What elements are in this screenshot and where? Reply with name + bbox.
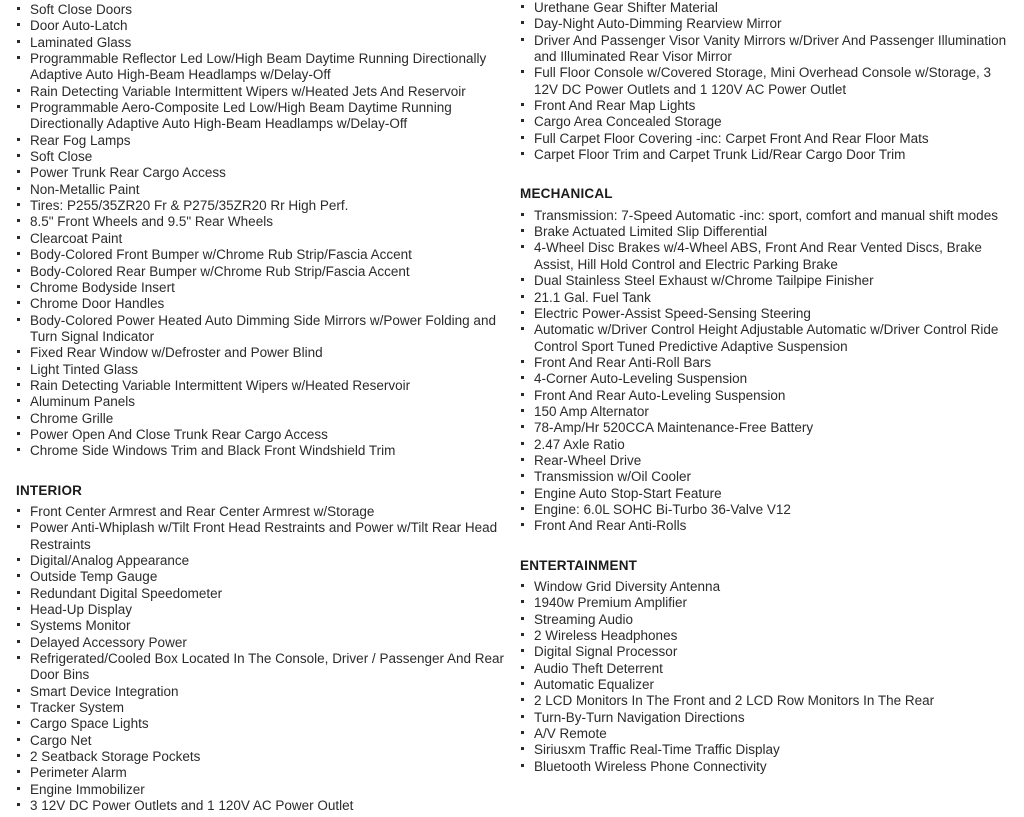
list-item: [520, 726, 1018, 742]
bullet-icon: [521, 278, 524, 281]
list-item: [520, 388, 1018, 404]
feature-text: Driver And Passenger Visor Vanity Mirrors w/Driver And Passenger Illumination and Illuminated Rear Visor Mirror: [534, 32, 1007, 65]
bullet-icon: [17, 705, 20, 708]
bullet-icon: [17, 7, 20, 10]
list-item: [520, 453, 1018, 469]
list-item: [520, 16, 1018, 32]
list-item: [16, 18, 512, 34]
bullet-icon: [521, 442, 524, 445]
list-item: [520, 661, 1018, 677]
feature-text: Brake Actuated Limited Slip Differential: [534, 224, 768, 240]
bullet-icon: [17, 89, 20, 92]
bullet-icon: [521, 311, 524, 314]
bullet-icon: [521, 245, 524, 248]
feature-text: Aluminum Panels: [30, 394, 136, 410]
feature-text: Engine Auto Stop-Start Feature: [534, 485, 722, 501]
bullet-icon: [17, 252, 20, 255]
feature-text: Engine Immobilizer: [30, 781, 145, 797]
bullet-icon: [17, 318, 20, 321]
feature-text: Body-Colored Power Heated Auto Dimming Side Mirrors w/Power Folding and Turn Signal Indicator: [30, 312, 496, 344]
feature-text: Full Floor Console w/Covered Storage, Mini Overhead Console w/Storage, 3 12V DC Power Outlets and 1 120V AC Power Outlet: [534, 65, 991, 97]
list-item: [520, 0, 1018, 16]
feature-text: Light Tinted Glass: [30, 361, 139, 377]
bullet-icon: [521, 213, 524, 216]
feature-text: A/V Remote: [534, 726, 607, 742]
list-item: [520, 677, 1018, 693]
list-item: [16, 716, 512, 732]
bullet-icon: [521, 360, 524, 363]
list-item: [16, 280, 512, 296]
feature-text: Tracker System: [30, 700, 125, 716]
feature-text: Rear Fog Lamps: [30, 132, 131, 148]
feature-text: Delayed Accessory Power: [30, 634, 187, 650]
list-item: [16, 133, 512, 149]
list-item: [16, 313, 512, 346]
feature-text: Rain Detecting Variable Intermittent Wipers w/Heated Jets And Reservoir: [30, 83, 466, 99]
list-item: [16, 443, 512, 459]
bullet-icon: [17, 399, 20, 402]
feature-list: [520, 579, 1018, 775]
list-item: [16, 684, 512, 700]
bullet-icon: [521, 21, 524, 24]
bullet-icon: [521, 474, 524, 477]
feature-text: Front Center Armrest and Rear Center Armrest w/Storage: [30, 503, 375, 519]
bullet-icon: [17, 656, 20, 659]
list-item: [16, 586, 512, 602]
bullet-icon: [17, 56, 20, 59]
feature-text: Front And Rear Anti-Roll Bars: [534, 354, 712, 370]
bullet-icon: [17, 787, 20, 790]
bullet-icon: [17, 754, 20, 757]
feature-text: Cargo Space Lights: [30, 716, 149, 732]
list-item: [16, 602, 512, 618]
bullet-icon: [521, 38, 524, 41]
list-item: [16, 2, 512, 18]
feature-list: [16, 504, 512, 815]
feature-text: Programmable Aero-Composite Led Low/High Beam Daytime Running Directionally Adaptive Auto High-Beam Headlamps w/Delay-Off: [30, 100, 452, 132]
bullet-icon: [17, 236, 20, 239]
feature-text: Chrome Side Windows Trim and Black Front Windshield Trim: [30, 443, 396, 459]
bullet-icon: [17, 607, 20, 610]
bullet-icon: [17, 623, 20, 626]
feature-text: 2 Wireless Headphones: [534, 628, 678, 644]
list-item: [16, 700, 512, 716]
bullet-icon: [521, 764, 524, 767]
feature-text: 21.1 Gal. Fuel Tank: [534, 289, 651, 305]
list-item: [520, 644, 1018, 660]
feature-text: Rear-Wheel Drive: [534, 452, 642, 468]
list-item: [520, 579, 1018, 595]
list-item: [520, 404, 1018, 420]
feature-text: Door Auto-Latch: [30, 18, 128, 34]
feature-text: Window Grid Diversity Antenna: [534, 579, 721, 594]
list-item: [520, 147, 1018, 163]
list-item: [16, 411, 512, 427]
bullet-icon: [521, 152, 524, 155]
list-item: [16, 214, 512, 230]
list-item: [16, 378, 512, 394]
section-heading: INTERIOR: [16, 482, 83, 498]
list-item: [16, 553, 512, 569]
list-item: [520, 595, 1018, 611]
bullet-icon: [17, 448, 20, 451]
bullet-icon: [521, 491, 524, 494]
feature-text: Automatic w/Driver Control Height Adjustable Automatic w/Driver Control Ride Control Sport Tuned Predictive Adaptive Suspension: [534, 322, 999, 354]
bullet-icon: [17, 154, 20, 157]
list-item: [520, 371, 1018, 387]
feature-text: 4-Corner Auto-Leveling Suspension: [534, 371, 748, 387]
list-item: [520, 437, 1018, 453]
feature-text: Day-Night Auto-Dimming Rearview Mirror: [534, 16, 782, 32]
list-item: [16, 264, 512, 280]
bullet-icon: [521, 633, 524, 636]
feature-text: Fixed Rear Window w/Defroster and Power Blind: [30, 345, 323, 361]
feature-text: Chrome Door Handles: [30, 296, 165, 312]
list-item: [16, 296, 512, 312]
feature-text: 8.5" Front Wheels and 9.5" Rear Wheels: [30, 214, 273, 230]
bullet-icon: [521, 523, 524, 526]
list-item: [520, 486, 1018, 502]
list-item: [520, 742, 1018, 758]
feature-list: [520, 0, 1018, 163]
list-item: [520, 224, 1018, 240]
feature-text: Body-Colored Front Bumper w/Chrome Rub Strip/Fascia Accent: [30, 247, 412, 263]
bullet-icon: [521, 425, 524, 428]
feature-text: Full Carpet Floor Covering -inc: Carpet Front And Rear Floor Mats: [534, 130, 929, 146]
feature-text: Power Trunk Rear Cargo Access: [30, 165, 226, 181]
list-item: [16, 345, 512, 361]
list-item: [520, 240, 1018, 273]
feature-text: Cargo Net: [30, 732, 92, 748]
bullet-icon: [17, 40, 20, 43]
bullet-icon: [521, 600, 524, 603]
bullet-icon: [17, 23, 20, 26]
feature-text: Carpet Floor Trim and Carpet Trunk Lid/Rear Cargo Door Trim: [534, 147, 906, 163]
feature-text: 2 Seatback Storage Pockets: [30, 749, 201, 765]
feature-text: Front And Rear Anti-Rolls: [534, 518, 687, 534]
list-item: [520, 290, 1018, 306]
list-item: [16, 84, 512, 100]
bullet-icon: [521, 327, 524, 330]
list-item: [16, 798, 512, 814]
feature-text: Front And Rear Auto-Leveling Suspension: [534, 387, 786, 403]
feature-text: Audio Theft Deterrent: [534, 660, 663, 676]
list-item: [16, 782, 512, 798]
feature-text: Soft Close: [30, 149, 93, 165]
list-item: [520, 98, 1018, 114]
bullet-icon: [17, 721, 20, 724]
list-item: [16, 362, 512, 378]
list-item: [520, 208, 1018, 224]
feature-text: Siriusxm Traffic Real-Time Traffic Display: [534, 742, 780, 758]
feature-text: Bluetooth Wireless Phone Connectivity: [534, 758, 767, 774]
bullet-icon: [521, 376, 524, 379]
list-item: [520, 131, 1018, 147]
list-item: [520, 355, 1018, 371]
list-item: [520, 710, 1018, 726]
list-item: [520, 33, 1018, 66]
feature-text: Refrigerated/Cooled Box Located In The Console, Driver / Passenger And Rear Door Bins: [30, 651, 505, 683]
bullet-icon: [17, 219, 20, 222]
list-item: [16, 749, 512, 765]
list-item: [16, 394, 512, 410]
feature-text: Tires: P255/35ZR20 Fr & P275/35ZR20 Rr High Perf.: [30, 198, 349, 214]
bullet-icon: [521, 731, 524, 734]
list-item: [520, 420, 1018, 436]
bullet-icon: [521, 698, 524, 701]
list-item: [520, 306, 1018, 322]
list-item: [16, 100, 512, 133]
feature-text: Programmable Reflector Led Low/High Beam Daytime Running Directionally Adaptive Auto High-Beam Headlamps w/Delay-Off: [30, 51, 487, 83]
bullet-icon: [17, 301, 20, 304]
feature-text: 2 LCD Monitors In The Front and 2 LCD Row Monitors In The Rear: [534, 693, 935, 709]
feature-text: Redundant Digital Speedometer: [30, 585, 223, 601]
feature-text: Systems Monitor: [30, 618, 131, 634]
bullet-icon: [17, 350, 20, 353]
list-item: [520, 322, 1018, 355]
feature-text: Digital Signal Processor: [534, 644, 678, 660]
bullet-icon: [17, 689, 20, 692]
list-item: [16, 165, 512, 181]
feature-list: [520, 208, 1018, 535]
list-item: [520, 273, 1018, 289]
list-item: [520, 628, 1018, 644]
list-item: [520, 65, 1018, 98]
bullet-icon: [521, 103, 524, 106]
feature-text: Engine: 6.0L SOHC Bi-Turbo 36-Valve V12: [534, 501, 791, 517]
list-item: [16, 569, 512, 585]
bullet-icon: [17, 509, 20, 512]
list-item: [16, 51, 512, 84]
feature-text: Power Open And Close Trunk Rear Cargo Access: [30, 426, 328, 442]
feature-text: Streaming Audio: [534, 611, 634, 627]
feature-text: Urethane Gear Shifter Material: [534, 0, 718, 15]
feature-text: Outside Temp Gauge: [30, 569, 158, 585]
bullet-icon: [17, 525, 20, 528]
list-item: [16, 618, 512, 634]
list-item: [16, 733, 512, 749]
list-item: [520, 502, 1018, 518]
bullet-icon: [17, 432, 20, 435]
feature-text: Chrome Bodyside Insert: [30, 279, 175, 295]
bullet-icon: [521, 666, 524, 669]
section-heading: ENTERTAINMENT: [520, 557, 638, 573]
bullet-icon: [521, 119, 524, 122]
bullet-icon: [17, 383, 20, 386]
feature-text: Perimeter Alarm: [30, 765, 127, 781]
list-item: [16, 231, 512, 247]
section-heading: MECHANICAL: [520, 186, 613, 202]
bullet-icon: [17, 640, 20, 643]
bullet-icon: [17, 574, 20, 577]
bullet-icon: [17, 105, 20, 108]
bullet-icon: [521, 715, 524, 718]
bullet-icon: [521, 295, 524, 298]
bullet-icon: [521, 649, 524, 652]
bullet-icon: [17, 803, 20, 806]
bullet-icon: [521, 458, 524, 461]
bullet-icon: [17, 285, 20, 288]
bullet-icon: [521, 393, 524, 396]
bullet-icon: [17, 203, 20, 206]
feature-text: 3 12V DC Power Outlets and 1 120V AC Power Outlet: [30, 798, 354, 814]
feature-text: Power Anti-Whiplash w/Tilt Front Head Restraints and Power w/Tilt Rear Head Restraints: [30, 520, 498, 552]
bullet-icon: [521, 584, 524, 587]
feature-text: 78-Amp/Hr 520CCA Maintenance-Free Battery: [534, 420, 814, 436]
features-column-left: [16, 0, 512, 815]
bullet-icon: [17, 269, 20, 272]
bullet-icon: [521, 136, 524, 139]
bullet-icon: [17, 770, 20, 773]
bullet-icon: [17, 138, 20, 141]
list-item: [520, 114, 1018, 130]
list-item: [520, 518, 1018, 534]
feature-text: Clearcoat Paint: [30, 230, 123, 246]
bullet-icon: [521, 747, 524, 750]
bullet-icon: [17, 591, 20, 594]
bullet-icon: [521, 70, 524, 73]
list-item: [520, 693, 1018, 709]
bullet-icon: [521, 5, 524, 8]
bullet-icon: [17, 187, 20, 190]
feature-text: Rain Detecting Variable Intermittent Wipers w/Heated Reservoir: [30, 377, 411, 393]
list-item: [16, 520, 512, 553]
feature-text: Transmission w/Oil Cooler: [534, 469, 692, 485]
bullet-icon: [521, 617, 524, 620]
feature-text: Turn-By-Turn Navigation Directions: [534, 709, 745, 725]
feature-text: Electric Power-Assist Speed-Sensing Steering: [534, 305, 811, 321]
feature-text: Body-Colored Rear Bumper w/Chrome Rub Strip/Fascia Accent: [30, 263, 410, 279]
list-item: [16, 427, 512, 443]
feature-text: Smart Device Integration: [30, 683, 179, 699]
bullet-icon: [17, 558, 20, 561]
feature-text: Transmission: 7-Speed Automatic -inc: sport, comfort and manual shift modes: [534, 207, 998, 223]
feature-text: Chrome Grille: [30, 410, 114, 426]
bullet-icon: [17, 170, 20, 173]
feature-text: Digital/Analog Appearance: [30, 553, 190, 568]
feature-text: Soft Close Doors: [30, 2, 133, 17]
feature-text: 4-Wheel Disc Brakes w/4-Wheel ABS, Front And Rear Vented Discs, Brake Assist, Hill Hold Control and Electric Parking Brake: [534, 240, 982, 272]
list-item: [520, 469, 1018, 485]
feature-text: Front And Rear Map Lights: [534, 98, 696, 114]
list-item: [16, 504, 512, 520]
list-item: [16, 182, 512, 198]
feature-text: Cargo Area Concealed Storage: [534, 114, 722, 130]
list-item: [16, 765, 512, 781]
list-item: [16, 35, 512, 51]
bullet-icon: [17, 367, 20, 370]
list-item: [16, 651, 512, 684]
list-item: [16, 635, 512, 651]
feature-text: Automatic Equalizer: [534, 677, 655, 693]
feature-text: 2.47 Axle Ratio: [534, 436, 625, 452]
bullet-icon: [521, 229, 524, 232]
list-item: [520, 612, 1018, 628]
feature-text: 1940w Premium Amplifier: [534, 595, 688, 611]
feature-text: 150 Amp Alternator: [534, 403, 649, 419]
list-item: [16, 149, 512, 165]
features-column-right: [520, 0, 1018, 775]
bullet-icon: [521, 682, 524, 685]
feature-text: Non-Metallic Paint: [30, 181, 140, 197]
feature-list: [16, 2, 512, 460]
list-item: [16, 247, 512, 263]
bullet-icon: [521, 507, 524, 510]
list-item: [16, 198, 512, 214]
bullet-icon: [17, 416, 20, 419]
bullet-icon: [17, 738, 20, 741]
list-item: [520, 759, 1018, 775]
feature-text: Dual Stainless Steel Exhaust w/Chrome Tailpipe Finisher: [534, 273, 874, 289]
bullet-icon: [521, 409, 524, 412]
feature-text: Head-Up Display: [30, 602, 133, 618]
feature-text: Laminated Glass: [30, 34, 132, 50]
